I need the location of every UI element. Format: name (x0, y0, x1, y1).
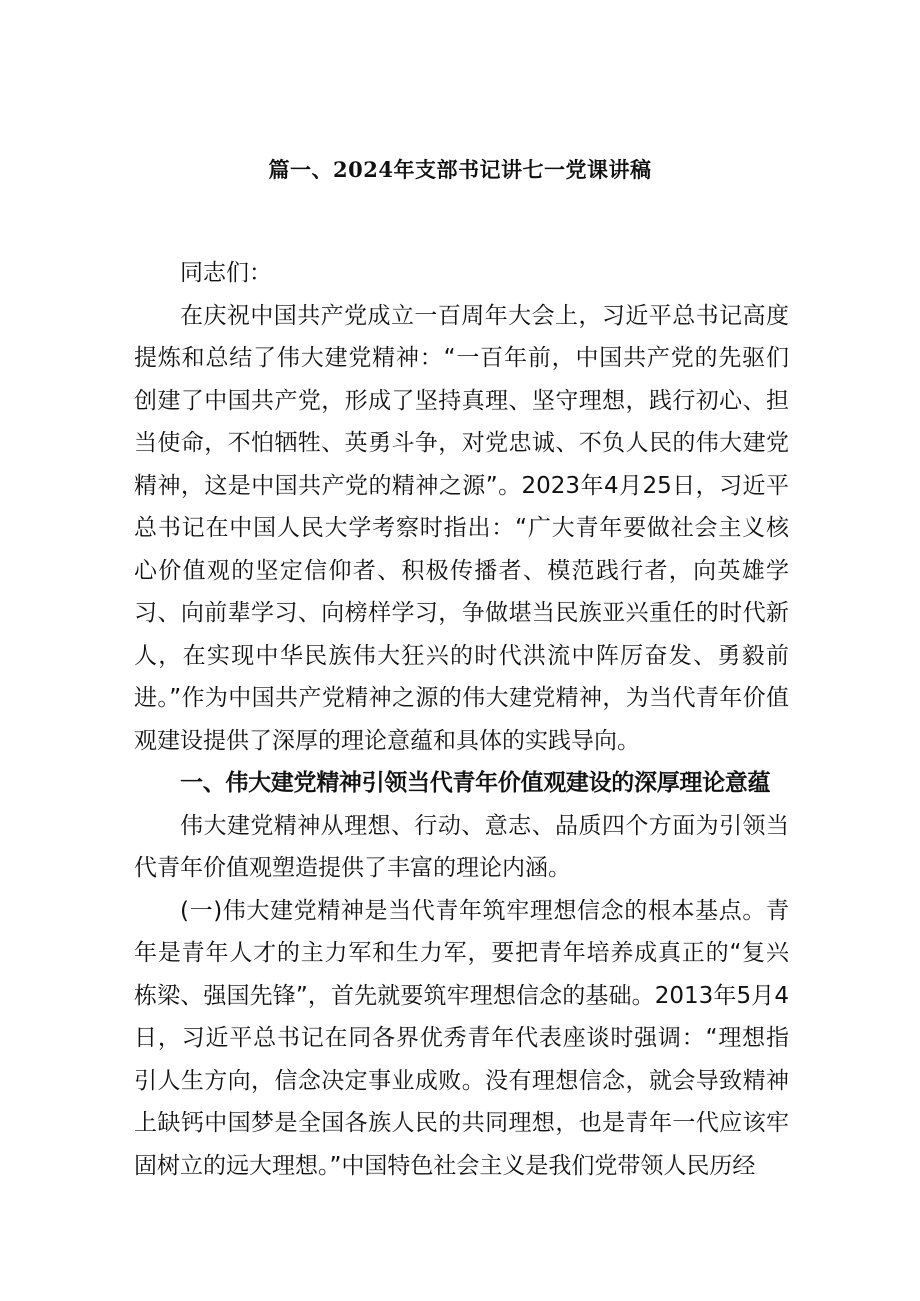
section-1-intro: 伟大建党精神从理想、行动、意志、品质四个方面为引领当代青年价值观塑造提供了丰富的理论内涵。 (134, 812, 789, 881)
section-heading-1: 一、伟大建党精神引领当代青年价值观建设的深厚理论意蕴 (180, 770, 771, 796)
document-title: 篇一、2024年支部书记讲七一党课讲稿 (268, 157, 652, 182)
salutation: 同志们： (180, 260, 272, 286)
document-body (134, 252, 789, 1187)
paragraph-intro: 在庆祝中国共产党成立一百周年大会上，习近平总书记高度提炼和总结了伟大建党精神：“一百年前，中国共产党的先驱们创建了中国共产党，形成了坚持真理、坚守理想，践行初心、担当使命，不怕牺牲、英勇斗争，对党忠诚、不负人民的伟大建党精神，这是中国共产党的精神之源”。2023年4月25日，习近平总书记在中国人民大学考察时指出：“广大青年要做社会主义核心价值观的坚定信仰者、积极传播者、模范践行者，向英雄学习、向前辈学习、向榜样学习，争做堪当民族亚兴重任的时代新人，在实现中华民族伟大狂兴的时代洪流中阵厉奋发、勇毅前进。”作为中国共产党精神之源的伟大建党精神，为当代青年价值观建设提供了深厚的理论意蕴和具体的实践导向。 (134, 302, 789, 754)
subsection-1: (一)伟大建党精神是当代青年筑牢理想信念的根本基点。青年是青年人才的主力军和生力军，要把青年培养成真正的“复兴栋梁、强国先锋”，首先就要筑牢理想信念的基础。2013年5月4日，习近平总书记在同各界优秀青年代表座谈时强调：“理想指引人生方向，信念决定事业成败。没有理想信念，就会导致精神上缺钙中国梦是全国各族人民的共同理想，也是青年一代应该牢固树立的远大理想。”中国特色社会主义是我们党带领人民历经 (134, 897, 789, 1179)
